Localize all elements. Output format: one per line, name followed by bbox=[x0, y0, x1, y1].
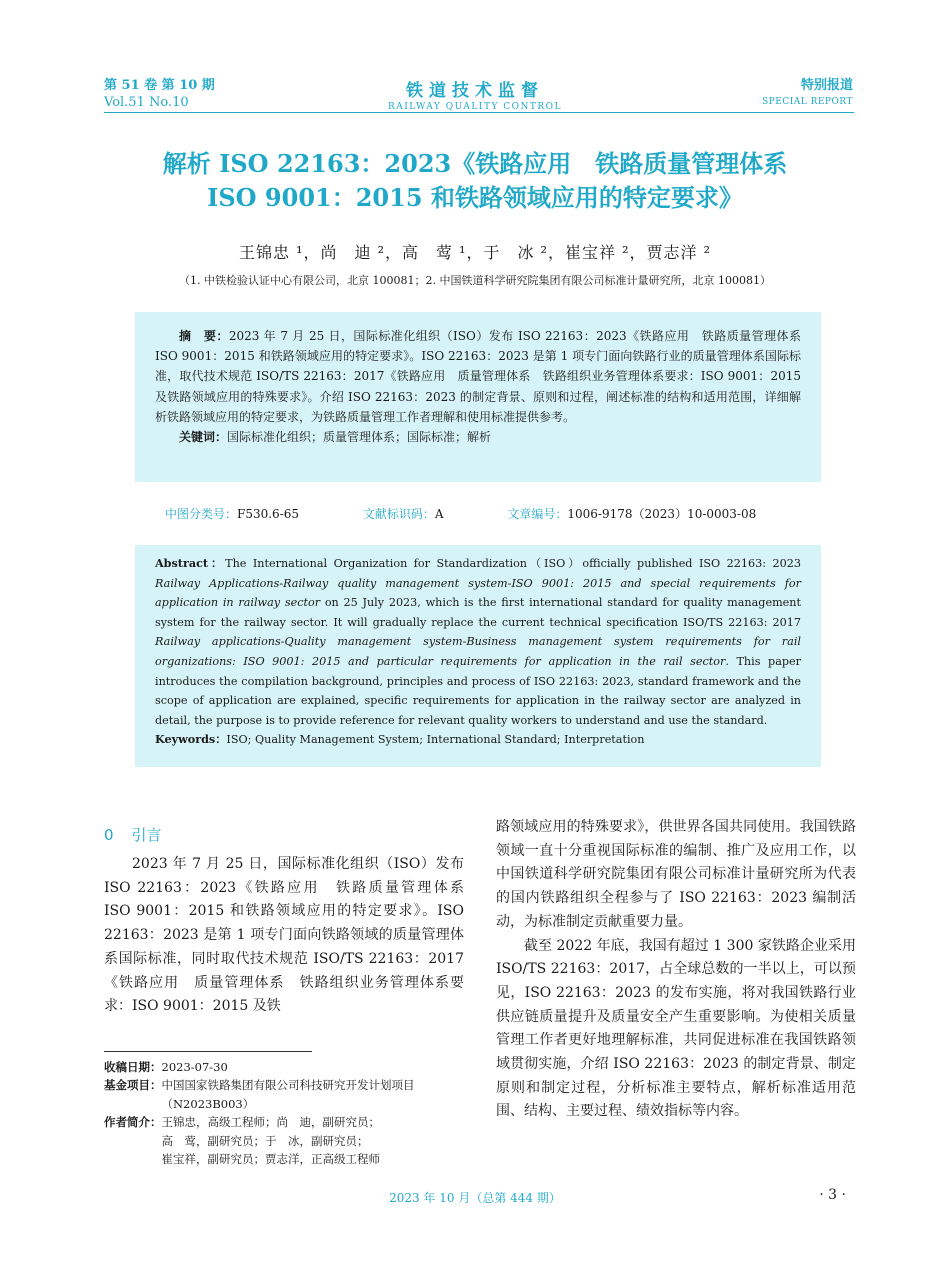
footnotes bbox=[104, 1058, 474, 1168]
body-paragraph: 2023 年 7 月 25 日，国际标准化组织（ISO）发布 ISO 22163：2023《铁路应用 铁路质量管理体系 ISO 9001：2015 和铁路领域应用的特定要求》。ISO 22163：2023 是第 1 项专门面向铁路领域的质量管理体系国际标准，同时取代技术规范 ISO/TS 22163：2017《铁路应用 质量管理体系 铁路组织业务管理体系要求：ISO 9001：2015 及铁 bbox=[104, 856, 478, 1015]
section-heading bbox=[104, 824, 162, 845]
abstract-en-box bbox=[135, 545, 821, 767]
keywords-cn-text: 国际标准化组织；质量管理体系；国际标准；解析 bbox=[227, 430, 492, 445]
author-bio: 作者简介： 王锦忠，高级工程师；尚 迪，副研究员； 高 莺，副研究员；于 冰，副研究员； 崔宝祥，副研究员；贾志洋，正高级工程师 bbox=[104, 1115, 380, 1167]
keywords-cn bbox=[155, 427, 801, 447]
article-title bbox=[60, 147, 890, 215]
body-paragraph: 路领域应用的特殊要求》，供世界各国共同使用。我国铁路领域一直十分重视国际标准的编制、推广及应用工作，以中国铁道科学研究院集团有限公司标准计量研究所为代表的国内铁路组织全程参与了 ISO 22163：2023 编制活动，为标准制定贡献重要力量。 bbox=[496, 819, 856, 930]
clc-number: 中图分类号：F530.6-65 bbox=[165, 507, 300, 521]
journal-name-en: RAILWAY QUALITY CONTROL bbox=[387, 102, 563, 112]
issue-info: 2023 年 10 月（总第 444 期） bbox=[389, 1191, 561, 1205]
title-line-2: ISO 9001：2015 和铁路领域应用的特定要求》 bbox=[207, 183, 743, 212]
author-list: 王锦忠 ¹，尚 迪 ²，高 莺 ¹，于 冰 ²，崔宝祥 ²，贾志洋 ² bbox=[238, 243, 711, 262]
journal-name-cn: 铁道技术监督 bbox=[406, 81, 544, 101]
document-code: 文献标识码：A bbox=[362, 507, 444, 521]
abstract-cn-text: 2023 年 7 月 25 日，国际标准化组织（ISO）发布 ISO 22163：2023《铁路应用 铁路质量管理体系 ISO 9001：2015 和铁路领域应用的特定要求》。ISO 22163：2023 是第 1 项专门面向铁路行业的质量管理体系国际标准，取代技术规范 ISO/TS 22163：2017《铁路应用 质量管理体系 铁路组织业务管理体系要求：ISO 9001：2015 及铁路领域应用的特殊要求》。介绍 ISO 22163：2023 的制定背景、原则和过程，阐述标准的结构和适用范围，详细解析铁路领域应用的特定要求，为铁路质量管理工作者理解和使用标准提供参考。 bbox=[155, 329, 814, 424]
section-title: 引言 bbox=[131, 826, 162, 844]
abstract-en-label: Abstract： bbox=[155, 556, 226, 570]
header-divider bbox=[104, 112, 854, 113]
affiliations: （1. 中铁检验认证中心有限公司，北京 100081；2. 中国铁道科学研究院集团有限公司标准计量研究所，北京 100081） bbox=[179, 274, 771, 287]
footnote-divider bbox=[104, 1051, 312, 1052]
article-number: 文章编号：1006-9178（2023）10-0003-08 bbox=[507, 507, 757, 521]
section-label-cn: 特别报道 bbox=[800, 78, 853, 93]
body-paragraph: 截至 2022 年底，我国有超过 1 300 家铁路企业采用 ISO/TS 22163：2017，占全球总数的一半以上，可以预见，ISO 22163：2023 的发布实施，将对我国铁路行业供应链质量提升及质量安全产生重要影响。为使相关质量管理工作者更好地理解标准，共同促进标准在我国铁路领域贯彻实施，介绍 ISO 22163：2023 的制定背景、制定原则和制定过程，分析标准主要特点，解析标准适用范围、结构、主要过程、绩效指标等内容。 bbox=[496, 937, 856, 1120]
keywords-en-text: ISO; Quality Management System; International Standard; Interpretation bbox=[226, 733, 645, 747]
received-date: 收稿日期： 2023-07-30 bbox=[104, 1060, 228, 1074]
section-label-en: SPECIAL REPORT bbox=[762, 97, 853, 107]
fund-info: 基金项目： 中国国家铁路集团有限公司科技研究开发计划项目（N2023B003） bbox=[104, 1078, 415, 1111]
keywords-cn-label: 关键词： bbox=[179, 430, 228, 445]
abstract-cn-label: 摘 要： bbox=[179, 329, 229, 343]
abstract-cn-box bbox=[135, 312, 821, 482]
abstract-cn bbox=[155, 326, 814, 427]
abstract-en: Abstract：The International Organization for Standardization（ISO）officially published ISO 22163: 2023 Railway Applications-Railway quality management system-ISO 9001: 2015 and special requirements for application in railway sector on 25 July 2023, which is the first international standard for quality management system for the railway sector. It will gradually replace the current technical specification ISO/TS 22163: 2017 Railway applications-Quality management system-Business management system requirements for rail organizations: ISO 9001: 2015 and particular requirements for application in the rail sector. This paper introduces the compilation background, principles and process of ISO 22163: 2023, standard framework and the scope of application are explained, specific requirements for application in the railway sector are analyzed in detail, the purpose is to provide reference for relevant quality workers to understand and use the standard. bbox=[155, 556, 802, 727]
keywords-en bbox=[155, 730, 801, 750]
volume-en: Vol.51 No.10 bbox=[104, 95, 189, 110]
classification-info bbox=[165, 505, 816, 522]
page-number: · 3 · bbox=[819, 1187, 846, 1203]
right-column bbox=[496, 816, 856, 1124]
section-label bbox=[762, 77, 853, 111]
section-number: 0 bbox=[104, 826, 114, 844]
keywords-en-label: Keywords： bbox=[155, 732, 227, 747]
left-column bbox=[104, 853, 478, 1019]
title-line-1: 解析 ISO 22163：2023《铁路应用 铁路质量管理体系 bbox=[162, 149, 788, 178]
volume-cn: 第 51 卷 第 10 期 bbox=[104, 78, 215, 93]
